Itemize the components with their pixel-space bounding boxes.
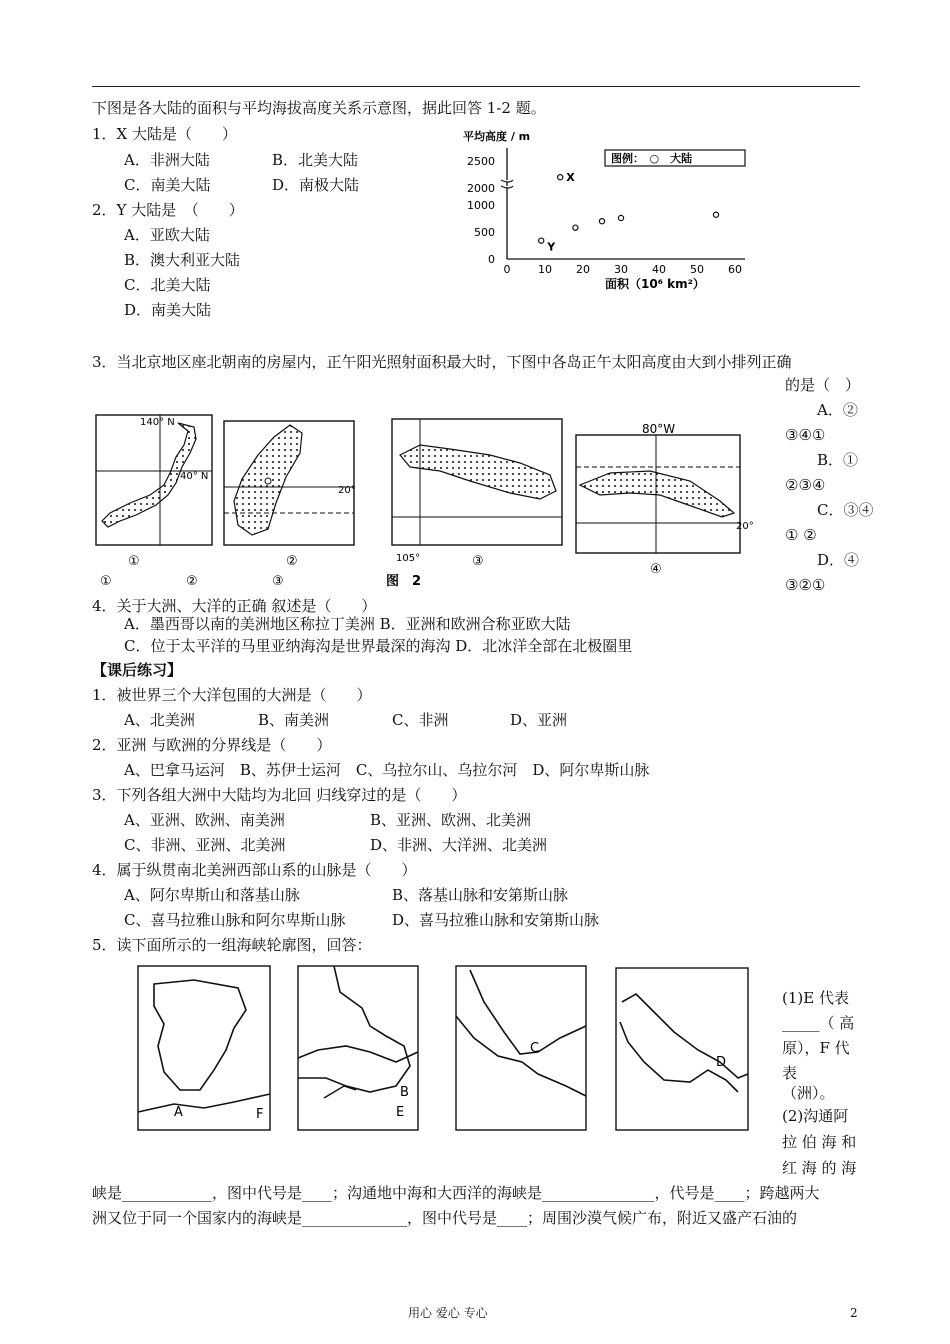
q2-option-d: D．南美大陆 bbox=[124, 301, 212, 319]
chart-y-tick: 2000 bbox=[467, 182, 495, 195]
island-maps-figure bbox=[90, 405, 780, 600]
p4-option-d: D、喜马拉雅山脉和安第斯山脉 bbox=[392, 911, 600, 929]
chart-point bbox=[558, 175, 563, 180]
under-num-1: ① bbox=[100, 574, 112, 589]
q3-opt-c1: C．③④ bbox=[817, 501, 874, 519]
p1-option-b: B、南美洲 bbox=[258, 711, 330, 729]
strait-map-hormuz bbox=[616, 968, 748, 1130]
p4-option-a: A、阿尔卑斯山和落基山脉 bbox=[124, 886, 300, 904]
map-num-1: ① bbox=[128, 554, 140, 569]
q2-stem: 2．Y 大陆是 （ ） bbox=[92, 201, 244, 219]
chart-point-label: X bbox=[566, 171, 575, 185]
map-java bbox=[392, 419, 562, 569]
p1-stem: 1．被世界三个大洋包围的大洲是（ ） bbox=[92, 686, 372, 704]
map-cuba bbox=[576, 422, 754, 577]
p2-stem: 2．亚洲 与欧洲的分界线是（ ） bbox=[92, 736, 332, 754]
p1-option-d: D、亚洲 bbox=[510, 711, 568, 729]
q1-option-c: C．南美大陆 bbox=[124, 176, 211, 194]
p4-option-b: B、落基山脉和安第斯山脉 bbox=[392, 886, 569, 904]
svg-text:80°W: 80°W bbox=[642, 422, 676, 436]
p4-option-c: C、喜马拉雅山脉和阿尔卑斯山脉 bbox=[124, 911, 346, 929]
chart-x-tick: 60 bbox=[728, 263, 742, 276]
chart-point bbox=[599, 219, 604, 224]
p4-stem: 4．属于纵贯南北美洲西部山系的山脉是（ ） bbox=[92, 861, 417, 879]
area-elevation-chart bbox=[455, 126, 755, 322]
q1-option-d: D．南极大陆 bbox=[272, 176, 360, 194]
p5-side-3: 原），F 代 bbox=[782, 1039, 850, 1057]
q3-opt-b1: B．① bbox=[817, 451, 859, 469]
strait-label-c: C bbox=[530, 1041, 540, 1056]
strait-label-b: B bbox=[400, 1085, 409, 1100]
under-num-3: ③ bbox=[272, 574, 284, 589]
chart-y-tick: 2500 bbox=[467, 155, 495, 168]
chart-point bbox=[573, 225, 578, 230]
q1-option-a: A．非洲大陆 bbox=[124, 151, 210, 169]
map-madagascar bbox=[224, 421, 356, 569]
svg-text:140° N: 140° N bbox=[140, 417, 175, 428]
svg-text:40° N: 40° N bbox=[180, 471, 209, 482]
strait-label-d: D bbox=[716, 1055, 727, 1070]
q2-option-a: A．亚欧大陆 bbox=[124, 226, 210, 244]
p1-option-a: A、北美洲 bbox=[124, 711, 195, 729]
p5-stem: 5．读下面所示的一组海峡轮廓图，回答： bbox=[92, 936, 372, 954]
chart-x-tick: 10 bbox=[538, 263, 552, 276]
q4-options-ab: A．墨西哥以南的美洲地区称拉丁美洲 B．亚洲和欧洲合称亚欧大陆 bbox=[124, 615, 571, 633]
chart-y-tick: 500 bbox=[474, 226, 495, 239]
page-number: 2 bbox=[850, 1306, 858, 1320]
q3-opt-b2: ②③④ bbox=[785, 476, 826, 494]
chart-point bbox=[539, 238, 544, 243]
p3-option-c: C、非洲、亚洲、北美洲 bbox=[124, 836, 286, 854]
chart-y-tick: 0 bbox=[488, 253, 495, 266]
q2-option-c: C．北美大陆 bbox=[124, 276, 211, 294]
chart-x-tick: 0 bbox=[503, 263, 511, 276]
p5-side-6: (2)沟通阿 bbox=[782, 1107, 849, 1125]
p3-stem: 3．下列各组大洲中大陆均为北回 归线穿过的是（ ） bbox=[92, 786, 467, 804]
chart-point bbox=[713, 212, 718, 217]
p5-line-2: 洲又位于同一个国家内的海峡是______________，图中代号是____；周围沙漠气候广布，附近又盛产石油的 bbox=[92, 1209, 798, 1227]
p5-side-8: 红 海 的 海 bbox=[782, 1159, 857, 1177]
strait-map-bosporus bbox=[298, 966, 418, 1130]
intro-text: 下图是各大陆的面积与平均海拔高度关系示意图，据此回答 1-2 题。 bbox=[92, 99, 546, 117]
p5-side-4: 表 bbox=[782, 1064, 798, 1082]
p3-option-b: B、亚洲、欧洲、北美洲 bbox=[370, 811, 532, 829]
strait-label-a: A bbox=[174, 1105, 183, 1120]
svg-text:20°: 20° bbox=[736, 521, 754, 532]
figure-caption: 图 2 bbox=[386, 574, 422, 589]
map-num-4: ④ bbox=[650, 562, 662, 577]
chart-legend: 图例： ○ 大陆 bbox=[611, 152, 693, 165]
q1-option-b: B．北美大陆 bbox=[272, 151, 359, 169]
q4-stem: 4．关于大洲、大洋的正确 叙述是（ ） bbox=[92, 597, 377, 615]
q3-opt-d2: ③②① bbox=[785, 576, 826, 594]
q4-options-cd: C．位于太平洋的马里亚纳海沟是世界最深的海沟 D．北冰洋全部在北极圈里 bbox=[124, 637, 633, 655]
q3-opt-a1: A．② bbox=[817, 401, 858, 419]
map-num-3: ③ bbox=[472, 554, 484, 569]
p3-option-a: A、亚洲、欧洲、南美洲 bbox=[124, 811, 285, 829]
p2-options: A、巴拿马运河 B、苏伊士运河 C、乌拉尔山、乌拉尔河 D、阿尔卑斯山脉 bbox=[124, 761, 650, 779]
under-num-2: ② bbox=[186, 574, 198, 589]
chart-x-tick: 40 bbox=[652, 263, 666, 276]
q3-stem-end: 的是（ ） bbox=[785, 376, 861, 394]
chart-x-tick: 20 bbox=[576, 263, 590, 276]
q1-stem: 1．X 大陆是（ ） bbox=[92, 125, 237, 143]
footer-center: 用心 爱心 专心 bbox=[408, 1306, 488, 1320]
map-japan bbox=[96, 415, 212, 569]
q3-opt-d1: D．④ bbox=[817, 551, 860, 569]
p1-option-c: C、非洲 bbox=[392, 711, 449, 729]
svg-text:20°: 20° bbox=[338, 485, 356, 496]
svg-text:105°: 105° bbox=[396, 553, 421, 564]
strait-maps-figure bbox=[134, 962, 754, 1134]
chart-point bbox=[618, 215, 623, 220]
p5-side-1: (1)E 代表 bbox=[782, 989, 849, 1007]
p3-option-d: D、非洲、大洋洲、北美洲 bbox=[370, 836, 548, 854]
strait-map-gibraltar bbox=[138, 966, 270, 1130]
p5-side-7: 拉 伯 海 和 bbox=[782, 1133, 857, 1151]
map-num-2: ② bbox=[286, 554, 298, 569]
p5-side-5: （洲）。 bbox=[782, 1084, 835, 1102]
chart-point-label: Y bbox=[547, 240, 556, 254]
q3-opt-c2: ① ② bbox=[785, 526, 817, 544]
strait-map-mandeb bbox=[456, 966, 586, 1130]
q3-stem: 3．当北京地区座北朝南的房屋内，正午阳光照射面积最大时，下图中各岛正午太阳高度由大到小排列正确 bbox=[92, 353, 792, 371]
p5-line-1: 峡是____________，图中代号是____；沟通地中海和大西洋的海峡是_______________，代号是____；跨越两大 bbox=[92, 1184, 820, 1202]
chart-x-tick: 50 bbox=[690, 263, 704, 276]
chart-ylabel: 平均高度 / m bbox=[463, 130, 531, 143]
chart-x-tick: 30 bbox=[614, 263, 628, 276]
p5-side-2: _____（ 高 bbox=[782, 1014, 855, 1032]
chart-xlabel: 面积（10⁶ km²） bbox=[605, 277, 705, 291]
q3-opt-a2: ③④① bbox=[785, 426, 826, 444]
header-rule bbox=[92, 86, 860, 87]
section-title: 【课后练习】 bbox=[92, 661, 183, 679]
q2-option-b: B．澳大利亚大陆 bbox=[124, 251, 241, 269]
strait-label-f: F bbox=[256, 1107, 264, 1122]
strait-label-e: E bbox=[396, 1105, 405, 1120]
chart-y-tick: 1000 bbox=[467, 199, 495, 212]
